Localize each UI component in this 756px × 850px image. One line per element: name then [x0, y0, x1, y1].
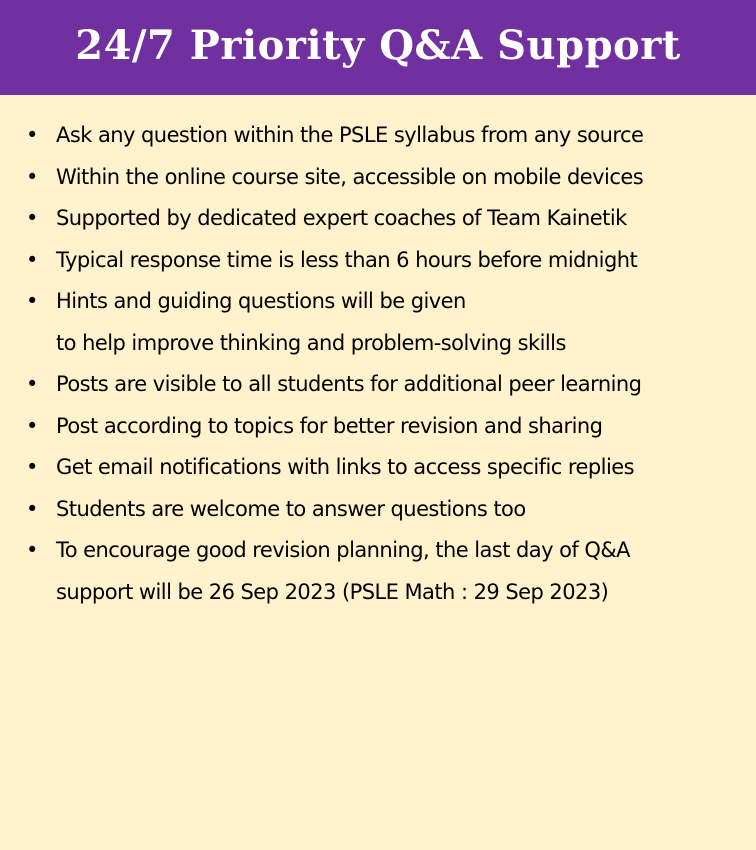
list-item	[0, 489, 756, 531]
list-item	[0, 406, 756, 448]
list-item-text: Students are welcome to answer questions too	[56, 496, 526, 521]
bullet-icon: •	[26, 496, 38, 521]
list-item-text: Post according to topics for better revision and sharing	[56, 413, 603, 438]
list-item-text: To encourage good revision planning, the last day of Q&A	[56, 538, 630, 562]
bullet-icon: •	[26, 538, 38, 562]
list-item	[0, 530, 756, 613]
list-item-text: Within the online course site, accessible on mobile devices	[56, 164, 644, 189]
list-item-text: support will be 26 Sep 2023 (PSLE Math : 29 Sep 2023)	[56, 579, 609, 604]
bullet-icon: •	[26, 123, 38, 147]
bullet-icon: •	[26, 413, 38, 438]
bullet-icon: •	[26, 164, 38, 189]
list-item	[0, 240, 756, 282]
list-item-text: Ask any question within the PSLE syllabus from any source	[56, 123, 644, 147]
list-item	[0, 281, 756, 364]
list-item	[0, 364, 756, 406]
list-item-text: Hints and guiding questions will be given	[56, 289, 466, 313]
bullet-icon: •	[26, 206, 38, 230]
list-item-text: Posts are visible to all students for additional peer learning	[56, 372, 642, 396]
bullet-icon: •	[26, 372, 38, 396]
list-item-text: Supported by dedicated expert coaches of Team Kainetik	[56, 206, 627, 230]
list-item-text: to help improve thinking and problem-solving skills	[56, 330, 566, 355]
list-item	[0, 115, 756, 157]
list-item	[0, 157, 756, 199]
page-title: 24/7 Priority Q&A Support	[75, 22, 681, 69]
bullet-icon: •	[26, 247, 38, 272]
bullet-icon: •	[26, 455, 38, 479]
list-item-text: Get email notifications with links to access specific replies	[56, 455, 635, 479]
bullet-icon: •	[26, 289, 38, 313]
list-item	[0, 447, 756, 489]
list-item	[0, 198, 756, 240]
bullet-list	[0, 115, 756, 613]
title-banner	[0, 0, 756, 95]
list-item-text: Typical response time is less than 6 hours before midnight	[56, 247, 638, 272]
